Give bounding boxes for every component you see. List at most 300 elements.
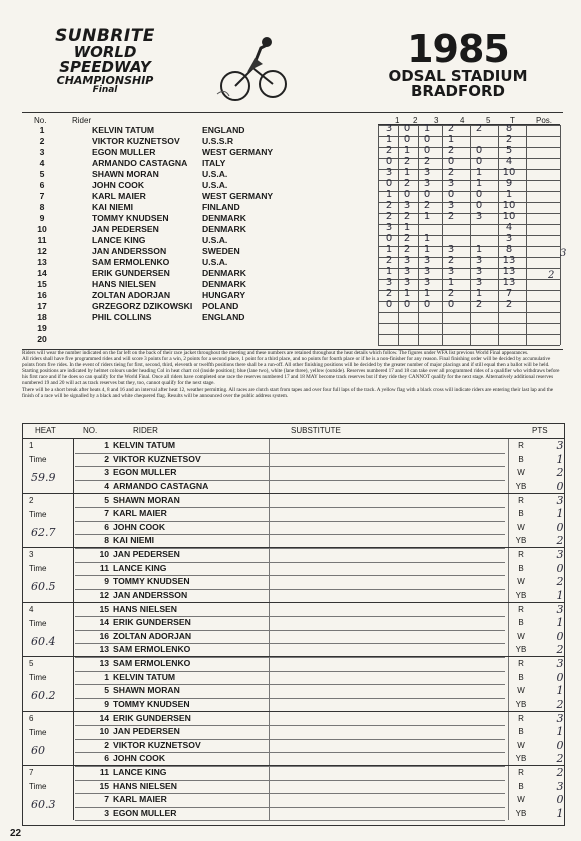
grid-col-line xyxy=(498,125,499,345)
time-label: Time xyxy=(29,564,47,573)
substitute-cell xyxy=(269,480,509,494)
heat-score: 3 xyxy=(385,222,393,233)
rider-number: 6 xyxy=(39,180,45,190)
heat-block xyxy=(23,656,564,711)
heat-rider-number: 7 xyxy=(104,508,109,518)
heat-rider-line xyxy=(75,493,564,509)
heat-rider-number: 15 xyxy=(99,603,109,614)
rider-row xyxy=(22,268,378,279)
rider-row xyxy=(22,191,378,202)
rider-name: PHIL COLLINS xyxy=(92,312,152,322)
total-score: 7 xyxy=(505,288,513,299)
heat-score: 1 xyxy=(423,123,431,134)
heat-rider-number: 10 xyxy=(99,726,109,736)
heat-score: 0 xyxy=(447,156,455,167)
rider-country: HUNGARY xyxy=(202,290,246,300)
heat-points: 0 xyxy=(556,561,564,575)
heat-score: 3 xyxy=(403,255,411,266)
grid-row-line xyxy=(378,323,560,324)
heat-rider-line xyxy=(75,561,564,577)
heat-score: 1 xyxy=(447,277,455,288)
logo-line-4: Final xyxy=(92,85,118,95)
heat-time-value: 60.2 xyxy=(31,689,56,702)
helmet-colour: B xyxy=(518,672,524,682)
col-header-points: PTS xyxy=(532,426,548,435)
heat-rider-number: 3 xyxy=(104,467,109,477)
heat-divider xyxy=(73,494,74,548)
substitute-cell xyxy=(269,807,509,821)
substitute-cell xyxy=(269,589,509,603)
heat-rider-number: 7 xyxy=(104,794,109,804)
rider-name: GRZEGORZ DZIKOWSKI xyxy=(92,301,193,311)
col-header-total: T xyxy=(510,116,515,125)
grid-col-line xyxy=(526,125,527,345)
rider-name: ZOLTAN ADORJAN xyxy=(92,290,171,300)
col-header-heat-3: 3 xyxy=(434,116,439,125)
heat-rider-number: 11 xyxy=(99,767,109,777)
heat-score: 0 xyxy=(475,200,483,211)
heat-divider xyxy=(73,712,74,766)
col-header-substitute: SUBSTITUTE xyxy=(291,426,341,435)
heat-points: 2 xyxy=(556,766,564,779)
heat-rider-name: SAM ERMOLENKO xyxy=(113,658,191,668)
heat-points: 2 xyxy=(556,466,564,479)
heat-points: 3 xyxy=(556,493,564,507)
heat-score: 2 xyxy=(447,211,455,222)
col-header-pos: Pos. xyxy=(536,116,553,125)
heat-points: 2 xyxy=(556,534,564,547)
heat-points: 0 xyxy=(556,629,564,643)
heat-rider-name: ERIK GUNDERSEN xyxy=(113,617,191,627)
heat-score: 3 xyxy=(423,266,431,277)
heat-rider-name: JAN PEDERSEN xyxy=(113,549,180,559)
rider-number: 12 xyxy=(37,246,47,256)
heat-rider-name: SHAWN MORAN xyxy=(113,685,180,695)
helmet-colour: R xyxy=(518,768,524,777)
helmet-colour: B xyxy=(518,454,524,464)
rider-name: EGON MULLER xyxy=(92,147,156,157)
rider-row xyxy=(22,147,378,158)
heat-score: 0 xyxy=(423,299,431,310)
heat-rider-number: 1 xyxy=(104,440,109,450)
heat-rider-line xyxy=(75,575,564,590)
time-label: Time xyxy=(29,455,47,464)
heats-table xyxy=(22,423,565,826)
rider-country: DENMARK xyxy=(202,224,246,234)
heat-score: 0 xyxy=(403,123,411,134)
heat-rider-number: 12 xyxy=(99,589,109,600)
total-score: 2 xyxy=(505,134,513,145)
rider-row xyxy=(22,301,378,312)
rider-number: 13 xyxy=(37,257,47,267)
heat-number: 3 xyxy=(29,550,34,559)
grid-row-line xyxy=(378,334,560,335)
total-score: 8 xyxy=(505,244,513,255)
heat-rider-number: 5 xyxy=(104,685,109,695)
rider-country: SWEDEN xyxy=(202,246,240,256)
rider-number: 5 xyxy=(39,169,45,179)
rider-row xyxy=(22,246,378,257)
heat-score: 0 xyxy=(403,189,411,200)
helmet-colour: B xyxy=(518,727,524,736)
heat-score: 1 xyxy=(385,266,393,277)
heat-rider-name: TOMMY KNUDSEN xyxy=(113,576,190,586)
heat-rider-name: SHAWN MORAN xyxy=(113,494,180,505)
helmet-colour: W xyxy=(517,468,525,477)
heat-score: 0 xyxy=(403,134,411,145)
heat-score: 3 xyxy=(403,266,411,277)
heat-score: 2 xyxy=(403,244,411,255)
heat-score: 3 xyxy=(403,277,411,288)
heat-score: 0 xyxy=(403,299,411,310)
heat-number: 7 xyxy=(29,768,34,777)
heat-score: 1 xyxy=(423,211,431,222)
heat-divider xyxy=(73,603,74,657)
heat-points: 1 xyxy=(556,507,564,520)
rider-number: 10 xyxy=(37,224,47,234)
rider-row xyxy=(22,158,378,169)
heat-score: 2 xyxy=(385,200,393,211)
rules-paragraph: Riders will wear the number indicated on the far left on the back of their race jacket throughout the meeting and these numbers are retained throughout the heat details which follow. The figures under WFA list previous World Final appearances. xyxy=(22,350,529,356)
helmet-colour: W xyxy=(517,686,525,695)
time-label: Time xyxy=(29,509,47,519)
heat-points: 3 xyxy=(556,602,564,616)
heat-score: 1 xyxy=(447,134,455,145)
heat-score: 3 xyxy=(447,266,455,277)
rider-name: ERIK GUNDERSEN xyxy=(92,268,170,278)
helmet-colour: R xyxy=(518,495,524,505)
heat-score: 1 xyxy=(423,288,431,299)
rider-name: ARMANDO CASTAGNA xyxy=(92,158,188,168)
helmet-colour: YB xyxy=(515,645,527,654)
total-score: 10 xyxy=(502,211,516,222)
substitute-cell xyxy=(269,466,509,480)
total-score: 9 xyxy=(505,178,513,189)
heat-score: 0 xyxy=(423,134,431,145)
heat-score: 2 xyxy=(423,200,431,211)
heat-rider-number: 2 xyxy=(104,453,109,464)
rider-number: 16 xyxy=(37,290,47,300)
heat-score: 2 xyxy=(447,288,455,299)
heat-number: 5 xyxy=(29,659,34,668)
time-label: Time xyxy=(29,782,47,791)
heat-score: 0 xyxy=(475,145,483,156)
heat-score: 0 xyxy=(423,145,431,156)
heat-rider-line xyxy=(75,779,564,795)
helmet-colour: YB xyxy=(515,590,527,600)
substitute-cell xyxy=(269,725,509,739)
total-score: 3 xyxy=(505,233,513,244)
rider-number: 3 xyxy=(39,147,45,157)
substitute-cell xyxy=(269,534,509,548)
heat-rider-line xyxy=(75,711,564,727)
substitute-cell xyxy=(269,603,509,617)
heat-score: 2 xyxy=(475,123,483,134)
heat-rider-name: ARMANDO CASTAGNA xyxy=(113,480,209,491)
heat-score: 2 xyxy=(447,167,455,178)
rider-name: JOHN COOK xyxy=(92,180,145,190)
logo-line-2: SPEEDWAY xyxy=(59,58,151,76)
heat-score: 0 xyxy=(385,156,393,167)
heat-score: 3 xyxy=(447,244,455,255)
rider-name: TOMMY KNUDSEN xyxy=(92,213,169,223)
heat-time-value: 59.9 xyxy=(31,471,56,484)
heat-score: 2 xyxy=(385,288,393,299)
heat-score: 3 xyxy=(475,211,483,222)
heat-rider-name: JOHN COOK xyxy=(113,753,166,763)
heat-score: 2 xyxy=(403,156,411,167)
heat-block xyxy=(23,493,564,548)
rider-name: KARL MAIER xyxy=(92,191,146,201)
rider-name: VIKTOR KUZNETSOV xyxy=(92,136,180,146)
substitute-cell xyxy=(269,671,509,685)
heat-rider-line xyxy=(75,520,564,536)
rider-number: 2 xyxy=(39,136,45,146)
heat-number: 2 xyxy=(29,495,34,505)
heat-rider-line xyxy=(75,602,564,618)
heat-score: 1 xyxy=(403,222,411,233)
heat-score: 1 xyxy=(475,244,483,255)
helmet-colour: R xyxy=(518,550,524,559)
heat-rider-line xyxy=(75,439,564,454)
rider-country: ITALY xyxy=(202,158,226,168)
heat-score: 3 xyxy=(475,255,483,266)
heat-block xyxy=(23,602,564,657)
heat-score: 2 xyxy=(447,123,455,134)
substitute-cell xyxy=(269,562,509,576)
substitute-cell xyxy=(269,752,509,766)
heat-score: 3 xyxy=(423,277,431,288)
heat-score: 3 xyxy=(385,167,393,178)
rider-country: FINLAND xyxy=(202,202,240,212)
rider-row xyxy=(22,213,378,224)
heat-score: 1 xyxy=(423,233,431,244)
heat-score: 2 xyxy=(385,255,393,266)
heat-points: 3 xyxy=(556,657,564,670)
heat-rider-name: EGON MULLER xyxy=(113,807,177,818)
heat-block xyxy=(23,547,564,602)
grid-row-line xyxy=(378,345,560,346)
heat-score: 2 xyxy=(403,211,411,222)
total-score: 10 xyxy=(502,167,516,178)
heat-rider-name: VIKTOR KUZNETSOV xyxy=(113,739,201,750)
heat-points: 3 xyxy=(556,548,564,561)
heat-score: 0 xyxy=(475,156,483,167)
rider-country: U.S.A. xyxy=(202,235,228,245)
substitute-cell xyxy=(269,453,509,467)
heat-rider-name: ERIK GUNDERSEN xyxy=(113,712,191,723)
rider-number: 1 xyxy=(39,125,45,135)
heat-points: 1 xyxy=(556,588,564,602)
heat-score: 2 xyxy=(385,211,393,222)
heat-rider-number: 11 xyxy=(99,562,109,573)
heat-score: 1 xyxy=(385,134,393,145)
substitute-cell xyxy=(269,684,509,698)
heat-rider-name: KELVIN TATUM xyxy=(113,440,176,450)
logo-line-1: WORLD xyxy=(73,43,137,61)
heat-rider-line xyxy=(75,616,564,631)
heat-points: 2 xyxy=(556,752,564,765)
rider-country: POLAND xyxy=(202,301,239,311)
heat-rider-line xyxy=(75,793,564,808)
time-label: Time xyxy=(29,673,47,682)
substitute-cell xyxy=(269,657,509,671)
rules-text xyxy=(22,350,562,399)
col-header-no: No. xyxy=(34,116,47,125)
heat-divider xyxy=(73,548,74,602)
substitute-cell xyxy=(269,616,509,630)
heat-score: 2 xyxy=(447,145,455,156)
event-year: 1985 xyxy=(407,27,509,71)
rules-paragraph: Starting positions are indicated by helmet colours under heading Col in heat chart col (inside position); blue (lane two), white (lane three), yellow (outside). Reserves numbered 17 and 18 can take over all programmed rides of a qualifier who withdraws before his first race and if he does so can qualify for the World Final. Once all riders have completed one race the reserves numbered 17 and 18 MAY become track reserves but if they ride they CANNOT qualify for the next stage. Alternatively additional reserves numbered 19 and 20 will act as track reserves but they, too, cannot qualify for the next stage. xyxy=(22,368,560,387)
heat-score: 3 xyxy=(423,178,431,189)
heat-score: 0 xyxy=(423,189,431,200)
grid-row-line xyxy=(378,312,560,313)
heat-rider-line xyxy=(75,507,564,522)
helmet-colour: W xyxy=(517,522,525,532)
heat-rider-number: 13 xyxy=(99,644,109,654)
heat-score: 0 xyxy=(447,189,455,200)
heat-score: 3 xyxy=(447,200,455,211)
heat-rider-name: JAN ANDERSSON xyxy=(113,589,188,600)
heat-rider-name: HANS NIELSEN xyxy=(113,780,177,791)
rider-name: LANCE KING xyxy=(92,235,146,245)
heat-number: 1 xyxy=(29,441,34,450)
rider-row xyxy=(22,323,378,334)
heat-score: 1 xyxy=(475,178,483,189)
rider-country: U.S.A. xyxy=(202,169,228,179)
heat-points: 2 xyxy=(556,643,564,656)
rider-row xyxy=(22,334,378,345)
heat-rider-line xyxy=(75,725,564,740)
helmet-colour: R xyxy=(518,604,524,614)
rules-paragraph: All riders shall have five programmed rides and will score 3 points for a win, 2 points for a second place, 1 point for a third place, and no points for fourth place or if he is a non-finisher for any reason. Final finishing order will be decided by accumulative points from five rides. In the event of riders tieing for first, second, third, eleventh or twelfth positions there shall be a run-off. All other finishing positions will be decided by the greater number of major placings and if still equal then a ballot will be held. xyxy=(22,356,551,369)
heat-divider xyxy=(73,439,74,493)
total-score: 8 xyxy=(505,123,513,134)
substitute-cell xyxy=(269,698,509,712)
rider-country: DENMARK xyxy=(202,268,246,278)
heat-rider-name: KARL MAIER xyxy=(113,508,167,518)
heat-points: 1 xyxy=(556,684,564,697)
helmet-colour: B xyxy=(518,618,524,627)
col-header-number: NO. xyxy=(83,426,98,435)
rider-number: 4 xyxy=(39,158,45,168)
substitute-cell xyxy=(269,643,509,657)
heat-time-value: 60 xyxy=(31,743,45,757)
rider-number: 14 xyxy=(37,268,47,278)
heat-score: 0 xyxy=(385,178,393,189)
heat-score: 3 xyxy=(385,277,393,288)
heat-score: 3 xyxy=(475,277,483,288)
page-number: 22 xyxy=(10,828,22,839)
heat-rider-number: 2 xyxy=(104,739,109,750)
heat-score: 2 xyxy=(447,255,455,266)
helmet-colour: R xyxy=(518,441,524,450)
rider-row xyxy=(22,235,378,246)
heat-score: 0 xyxy=(475,189,483,200)
total-score: 10 xyxy=(502,200,516,211)
col-header-heat: HEAT xyxy=(35,426,56,435)
heat-rider-name: EGON MULLER xyxy=(113,467,177,477)
rider-country: U.S.A. xyxy=(202,180,228,190)
heat-score: 1 xyxy=(475,288,483,299)
heat-number: 6 xyxy=(29,713,34,723)
total-score: 1 xyxy=(505,189,513,200)
helmet-colour: YB xyxy=(515,699,527,709)
venue-line-1: ODSAL STADIUM xyxy=(388,66,528,85)
heat-rider-number: 9 xyxy=(104,698,109,709)
rider-number: 8 xyxy=(39,202,45,212)
col-header-heat-5: 5 xyxy=(486,116,491,125)
heat-block xyxy=(23,711,564,766)
rider-row xyxy=(22,224,378,235)
rider-row xyxy=(22,257,378,268)
heat-score: 1 xyxy=(403,288,411,299)
heat-divider xyxy=(73,657,74,711)
heat-time-value: 62.7 xyxy=(31,525,56,539)
heat-rider-name: KAI NIEMI xyxy=(113,535,155,545)
heat-score: 2 xyxy=(475,299,483,310)
heat-rider-line xyxy=(75,766,564,781)
helmet-colour: W xyxy=(517,631,525,641)
substitute-cell xyxy=(269,494,509,508)
total-score: 4 xyxy=(505,156,513,167)
heat-block xyxy=(23,438,564,493)
col-header-heat-1: 1 xyxy=(395,116,400,125)
rider-name: KELVIN TATUM xyxy=(92,125,155,135)
heat-rider-name: LANCE KING xyxy=(113,562,167,573)
rider-country: ENGLAND xyxy=(202,125,245,135)
heat-score: 0 xyxy=(447,299,455,310)
grid-col-line xyxy=(378,125,379,345)
substitute-cell xyxy=(269,712,509,726)
heat-score: 3 xyxy=(423,255,431,266)
heat-points: 2 xyxy=(556,575,564,588)
heat-rider-number: 6 xyxy=(104,753,109,763)
heat-rider-number: 1 xyxy=(104,671,109,682)
heat-rider-number: 10 xyxy=(99,549,109,559)
sponsor-name: SUNBRITE xyxy=(55,26,155,46)
heat-rider-number: 16 xyxy=(99,630,109,641)
helmet-colour: B xyxy=(518,563,524,573)
heat-points: 1 xyxy=(556,725,564,738)
rider-country: WEST GERMANY xyxy=(202,191,274,201)
heat-rider-line xyxy=(75,657,564,672)
helmet-colour: R xyxy=(518,713,524,723)
heat-rider-line xyxy=(75,670,564,686)
helmet-colour: B xyxy=(518,509,524,518)
heat-score: 1 xyxy=(385,189,393,200)
heat-score: 3 xyxy=(403,200,411,211)
rider-name: SHAWN MORAN xyxy=(92,169,159,179)
time-label: Time xyxy=(29,618,47,628)
rider-country: ENGLAND xyxy=(202,312,245,322)
heat-points: 3 xyxy=(556,439,564,452)
heat-rider-number: 6 xyxy=(104,521,109,532)
event-logo xyxy=(40,28,170,95)
substitute-cell xyxy=(269,630,509,644)
heat-rider-number: 15 xyxy=(99,780,109,791)
heat-rider-name: KARL MAIER xyxy=(113,794,167,804)
rider-number: 19 xyxy=(37,323,47,333)
total-score: 5 xyxy=(505,145,513,156)
rider-number: 15 xyxy=(37,279,47,289)
helmet-colour: W xyxy=(517,577,525,586)
substitute-cell xyxy=(269,766,509,780)
heat-rider-name: VIKTOR KUZNETSOV xyxy=(113,453,201,464)
heat-rider-number: 14 xyxy=(99,617,109,627)
substitute-cell xyxy=(269,507,509,521)
